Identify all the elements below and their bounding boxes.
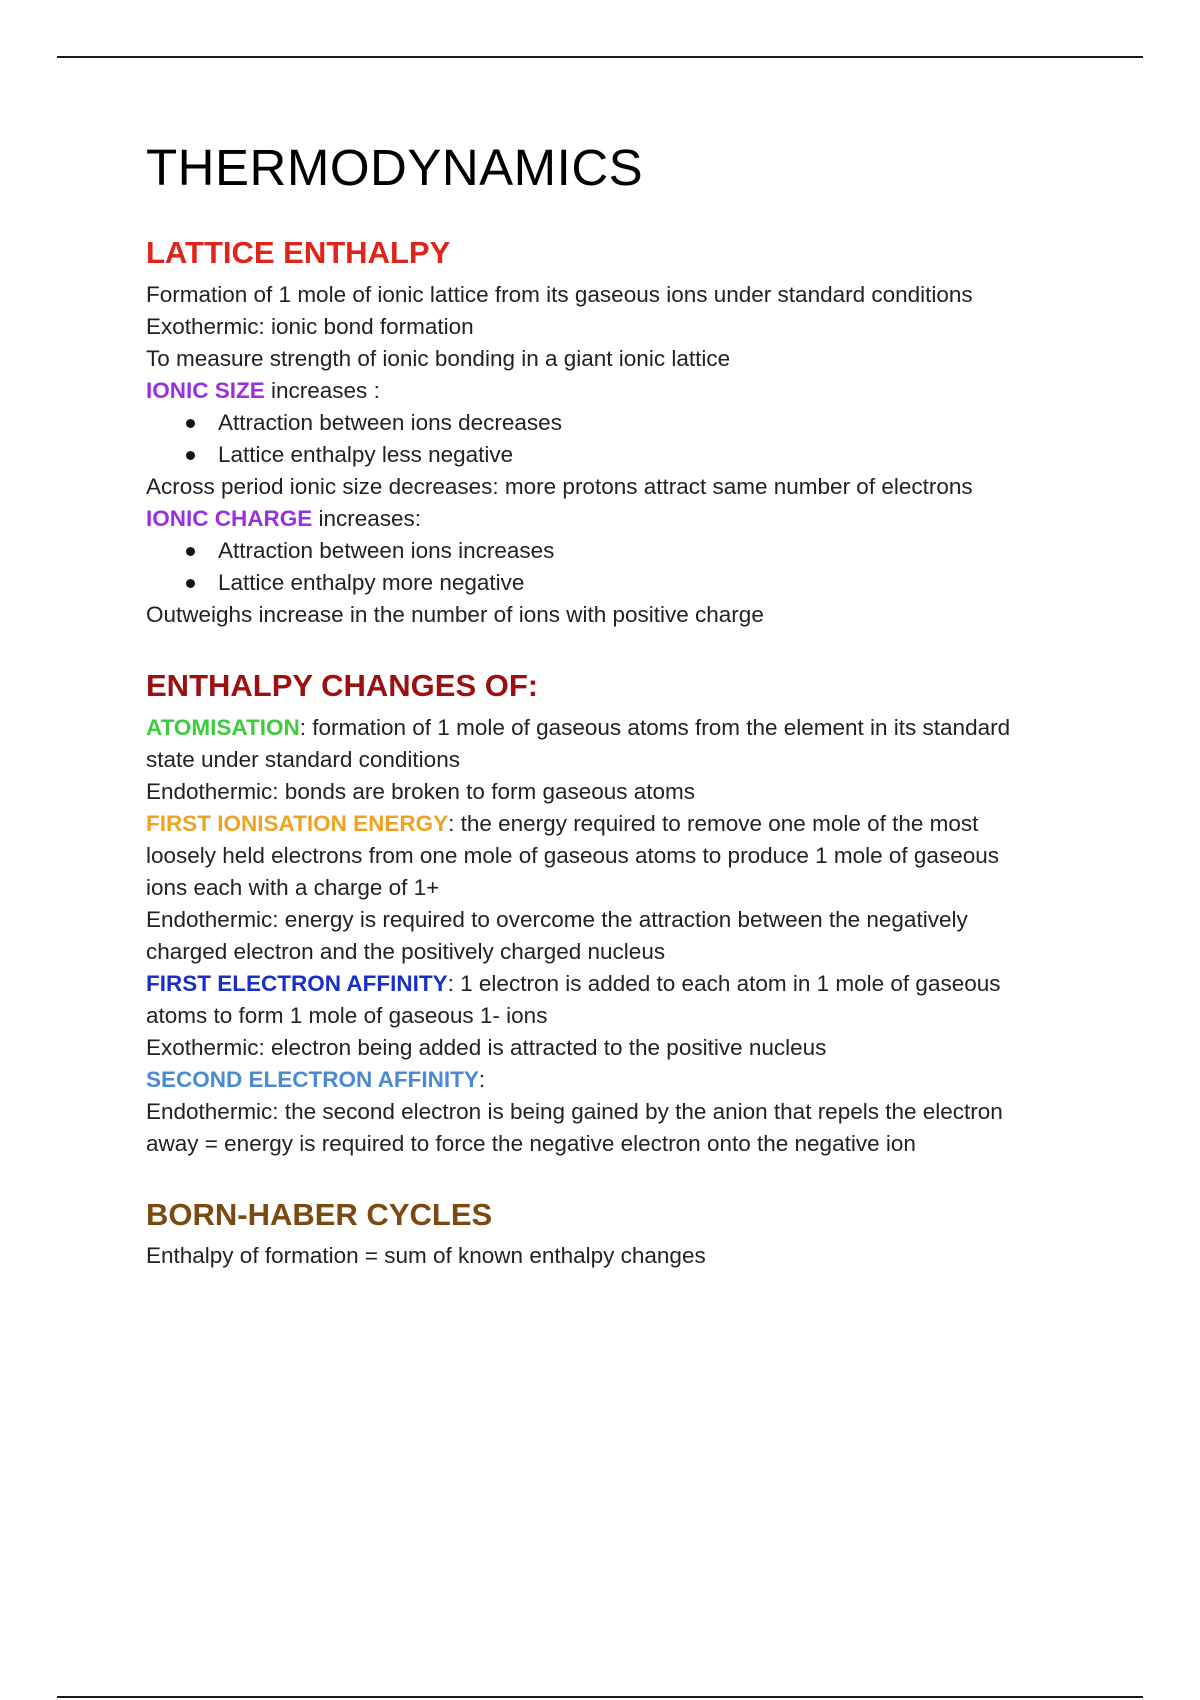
document-body — [146, 140, 1096, 1308]
across-period-line: Across period ionic size decreases: more protons attract same number of electrons — [146, 473, 973, 499]
list-item — [146, 535, 1096, 567]
lattice-purpose: To measure strength of ionic bonding in a giant ionic lattice — [146, 345, 731, 371]
first-electron-affinity-line — [146, 968, 1096, 1000]
list-item — [146, 567, 1096, 599]
first-electron-affinity-keyword: FIRST ELECTRON AFFINITY — [146, 970, 448, 996]
lattice-enthalpy-section — [146, 234, 1096, 631]
outweighs-line: Outweighs increase in the number of ions with positive charge — [146, 601, 764, 627]
born-haber-section — [146, 1196, 1096, 1273]
lattice-definition: Formation of 1 mole of ionic lattice from its gaseous ions under standard conditions — [146, 281, 973, 307]
ionic-size-rest: increases : — [264, 377, 380, 403]
first-ionisation-line-3: ions each with a charge of 1+ — [146, 874, 440, 900]
list-item-text: Attraction between ions increases — [218, 537, 555, 563]
enthalpy-changes-section — [146, 667, 1096, 1160]
list-item-text: Attraction between ions decreases — [218, 409, 562, 435]
list-item — [146, 407, 1096, 439]
first-ionisation-line-2: loosely held electrons from one mole of gaseous atoms to produce 1 mole of gaseous — [146, 842, 999, 868]
second-electron-affinity-line — [146, 1064, 1096, 1096]
first-ionisation-endothermic-2: charged electron and the positively charged nucleus — [146, 938, 666, 964]
second-electron-affinity-keyword: SECOND ELECTRON AFFINITY — [146, 1066, 479, 1092]
document-title: THERMODYNAMICS — [146, 139, 644, 196]
ionic-charge-rest: increases: — [312, 505, 422, 531]
bullet-icon — [186, 579, 195, 588]
bullet-icon — [186, 451, 195, 460]
bullet-icon — [186, 547, 195, 556]
ionic-size-line — [146, 375, 1096, 407]
ionic-charge-keyword: IONIC CHARGE — [146, 505, 313, 531]
second-electron-affinity-endothermic-2: away = energy is required to force the negative electron onto the negative ion — [146, 1130, 916, 1156]
ionic-charge-bullets — [146, 535, 1096, 599]
first-electron-affinity-text: : 1 electron is added to each atom in 1 mole of gaseous — [447, 970, 1001, 996]
ionic-size-bullets — [146, 407, 1096, 471]
list-item — [146, 439, 1096, 471]
born-haber-heading: BORN-HABER CYCLES — [146, 1196, 493, 1232]
atomisation-line — [146, 712, 1096, 744]
atomisation-text: : formation of 1 mole of gaseous atoms from the element in its standard — [299, 714, 1011, 740]
atomisation-endothermic: Endothermic: bonds are broken to form gaseous atoms — [146, 778, 696, 804]
list-item-text: Lattice enthalpy less negative — [218, 441, 514, 467]
second-electron-affinity-text: : — [478, 1066, 486, 1092]
first-electron-affinity-exothermic: Exothermic: electron being added is attracted to the positive nucleus — [146, 1034, 827, 1060]
second-electron-affinity-endothermic-1: Endothermic: the second electron is being gained by the anion that repels the electron — [146, 1098, 1003, 1124]
first-electron-affinity-line-2: atoms to form 1 mole of gaseous 1- ions — [146, 1002, 548, 1028]
born-haber-line: Enthalpy of formation = sum of known enthalpy changes — [146, 1243, 706, 1269]
lattice-exothermic: Exothermic: ionic bond formation — [146, 313, 474, 339]
first-ionisation-line — [146, 808, 1096, 840]
top-rule — [57, 56, 1143, 58]
first-ionisation-text: : the energy required to remove one mole of the most — [448, 810, 979, 836]
enthalpy-changes-heading: ENTHALPY CHANGES OF: — [146, 667, 539, 703]
first-ionisation-endothermic-1: Endothermic: energy is required to overcome the attraction between the negatively — [146, 906, 968, 932]
atomisation-line-2: state under standard conditions — [146, 746, 460, 772]
atomisation-keyword: ATOMISATION — [146, 714, 300, 740]
first-ionisation-keyword: FIRST IONISATION ENERGY — [146, 810, 449, 836]
ionic-charge-line — [146, 503, 1096, 535]
list-item-text: Lattice enthalpy more negative — [218, 569, 525, 595]
lattice-enthalpy-heading: LATTICE ENTHALPY — [146, 235, 451, 271]
bullet-icon — [186, 419, 195, 428]
ionic-size-keyword: IONIC SIZE — [146, 377, 265, 403]
bottom-rule — [57, 1696, 1143, 1698]
